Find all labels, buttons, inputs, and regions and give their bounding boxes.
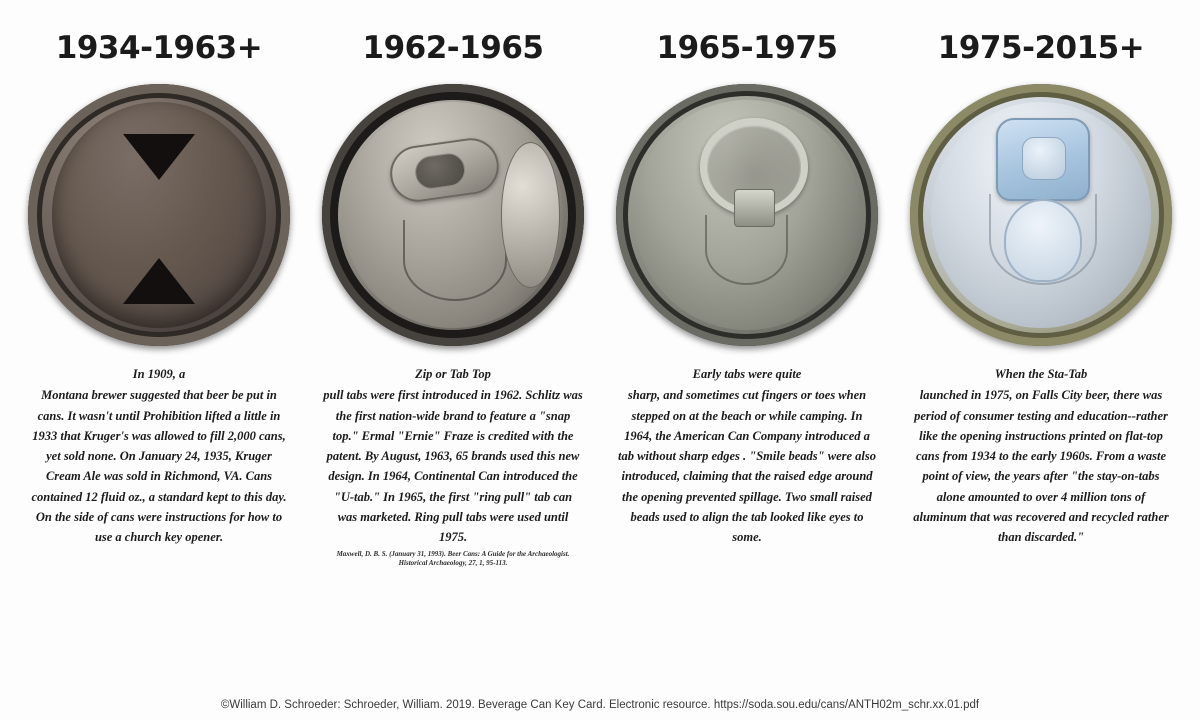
rivet-2 (501, 142, 561, 288)
caption-2-title: Zip or Tab Top (415, 367, 491, 381)
sta-tab-hole-4 (1022, 137, 1067, 180)
column-4-title: 1975-2015+ (937, 30, 1145, 66)
zip-tab-pull-tab-can-image (322, 84, 584, 346)
caption-2 (323, 364, 583, 568)
column-2-title: 1962-1965 (362, 30, 544, 66)
can-image-3-wrap (612, 80, 882, 350)
score-line-2 (403, 220, 507, 301)
source-credit-line: ©William D. Schroeder: Schroeder, William. 2019. Beverage Can Key Card. Electronic resource. https://soda.sou.edu/cans/ANTH02m_schr.xx.01.pdf (220, 699, 980, 711)
flat-top-church-key-can-image (28, 84, 290, 346)
caption-3-body: sharp, and sometimes cut fingers or toes when stepped on at the beach or while camping. In 1964, the American Can Company introduced a tab without sharp edges . "Smile beads" were also introduced, claiming that the raised edge around the opening prevented spillage. Two small raised beads used to align the tab looked like eyes to some. (618, 388, 876, 544)
sta-tab-can-image (910, 84, 1172, 346)
caption-3 (617, 364, 877, 547)
column-1975-2015 (898, 14, 1184, 547)
caption-1-title: In 1909, a (132, 367, 186, 381)
pull-ring-base-3 (734, 189, 775, 228)
caption-2-reference: Maxwell, D. B. S. (January 31, 1993). Beer Cans: A Guide for the Archaeologist. Historical Archaeology, 27, 1, 95-113. (336, 550, 570, 567)
caption-4-body: launched in 1975, on Falls City beer, there was period of consumer testing and education--rather like the opening instructions printed on flat-top cans from 1934 to the early 1960s. From a waste point of view, the years after "the stay-on-tabs alone amounted to over 4 million tons of aluminum that was recovered and recycled rather than discarded." (913, 388, 1169, 544)
ring-pull-tab-can-image (616, 84, 878, 346)
caption-4 (911, 364, 1171, 547)
columns-container (16, 14, 1184, 568)
caption-2-body: pull tabs were first introduced in 1962. Schlitz was the first nation-wide brand to feature a "snap top." Ermal "Ernie" Fraze is credited with the patent. By August, 1963, 65 brands used this new design. In 1964, Continental Can introduced the "U-tab." In 1965, the first "ring pull" tab can was marketed. Ring pull tabs were used until 1975. (323, 388, 583, 544)
column-3-title: 1965-1975 (656, 30, 838, 66)
can-image-1-wrap (24, 80, 294, 350)
column-1-title: 1934-1963+ (55, 30, 263, 66)
can-image-4-wrap (906, 80, 1176, 350)
caption-3-title: Early tabs were quite (692, 367, 802, 381)
sta-tab-4 (996, 118, 1089, 201)
pull-tab-hole-2 (413, 151, 467, 190)
caption-1 (29, 364, 289, 547)
church-key-puncture-bottom-icon (123, 258, 195, 304)
column-1965-1975 (604, 14, 890, 547)
sta-tab-nose-4 (1004, 199, 1081, 282)
column-1962-1965 (310, 14, 596, 568)
column-1934-1963 (16, 14, 302, 547)
church-key-puncture-top-icon (123, 134, 195, 180)
can-image-2-wrap (318, 80, 588, 350)
caption-4-title: When the Sta-Tab (994, 367, 1088, 381)
caption-1-body: Montana brewer suggested that beer be put in cans. It wasn't until Prohibition lifted a little in 1933 that Kruger's was allowed to fill 2,000 cans, yet sold none. On January 24, 1935, Kruger Cream Ale was sold in Richmond, VA. Cans contained 12 fluid oz., a standard kept to this day. On the side of cans were instructions for how to use a church key opener. (31, 388, 287, 544)
